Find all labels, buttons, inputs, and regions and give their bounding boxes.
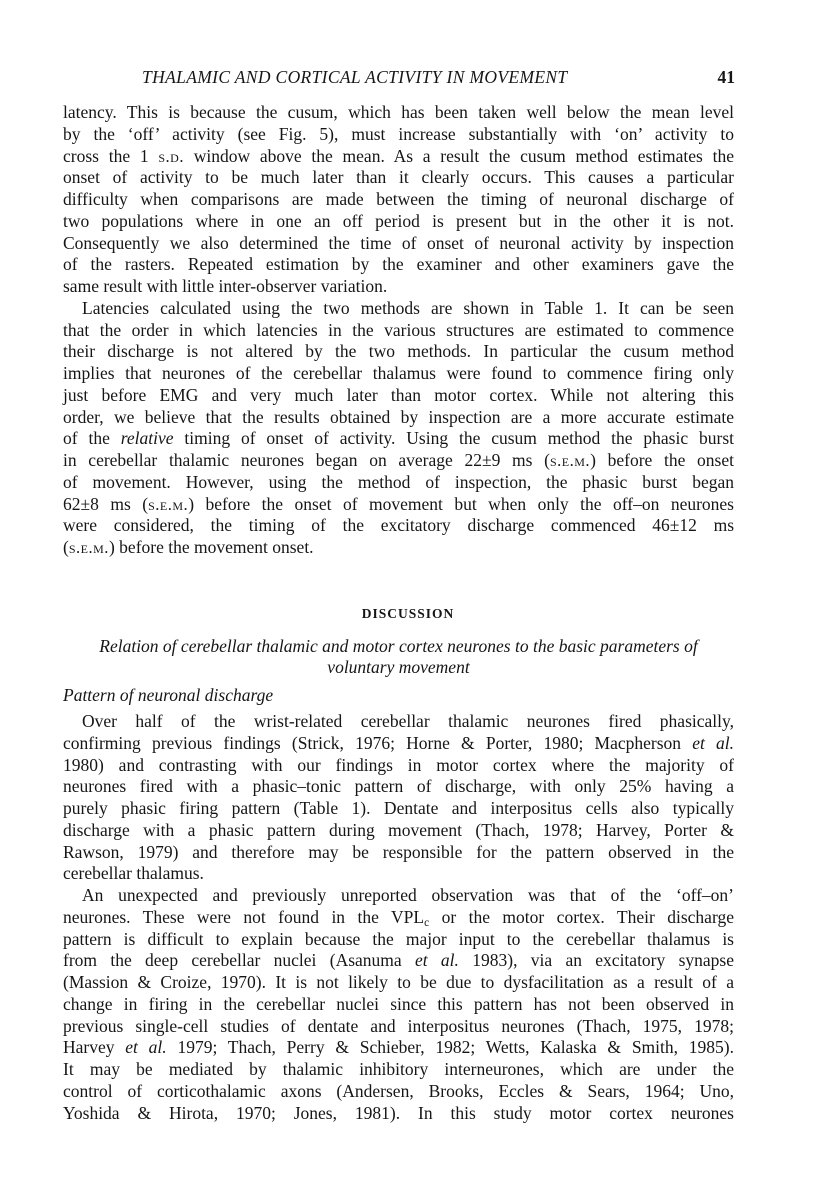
paragraph-off-on-neurones bbox=[63, 885, 734, 1124]
paragraph-pattern-discharge bbox=[63, 711, 734, 885]
text-line bbox=[63, 820, 734, 842]
text-line bbox=[63, 863, 734, 885]
text-line bbox=[63, 320, 734, 342]
text-run: timing of onset of activity. Using the cusum method the phasic burst bbox=[173, 428, 734, 449]
text-line bbox=[63, 798, 734, 820]
text-line bbox=[63, 1059, 734, 1081]
italic-text: relative bbox=[120, 428, 174, 449]
text-line bbox=[63, 885, 734, 907]
text-run: An unexpected and previously unreported observation was that of the ‘off–on’ bbox=[82, 885, 734, 905]
text-line bbox=[63, 102, 734, 124]
subsubsection-heading: Pattern of neuronal discharge bbox=[63, 685, 274, 705]
text-run: of the bbox=[63, 428, 121, 449]
small-caps-text: s.e.m. bbox=[68, 538, 109, 557]
text-run: 1979; Thach, Perry & Schieber, 1982; Wetts, Kalaska & Smith, 1985). bbox=[166, 1037, 734, 1058]
text-run: same result with little inter-observer variation. bbox=[63, 276, 388, 296]
text-run: or the motor cortex. Their discharge bbox=[429, 906, 734, 927]
text-line bbox=[63, 755, 734, 777]
text-line bbox=[63, 494, 734, 516]
text-line bbox=[63, 298, 734, 320]
text-run: onset of activity to be much later than it clearly occurs. This causes a particular bbox=[63, 167, 734, 188]
text-run: ) before the onset of movement but when only the off–on neurones bbox=[188, 493, 734, 514]
text-run: cerebellar thalamus. bbox=[63, 863, 204, 884]
text-line bbox=[63, 537, 734, 559]
text-run: pattern is difficult to explain because the major input to the cerebellar thalamus is bbox=[63, 928, 734, 949]
text-line bbox=[63, 1081, 734, 1103]
text-run: ( bbox=[63, 537, 69, 557]
small-caps-text: s.d. bbox=[158, 146, 184, 166]
text-line bbox=[63, 776, 734, 798]
text-run: previous single-cell studies of dentate and interpositus neurones (Thach, 1975, 1978; bbox=[63, 1015, 734, 1036]
subsection-heading-line: voluntary movement bbox=[327, 657, 470, 677]
text-run: ) before the movement onset. bbox=[108, 537, 314, 557]
text-line bbox=[63, 711, 734, 733]
text-run: 62±8 ms ( bbox=[63, 493, 149, 514]
text-line bbox=[63, 972, 734, 994]
text-line bbox=[63, 146, 734, 168]
text-line bbox=[63, 929, 734, 951]
small-caps-text: s.e.m. bbox=[148, 494, 189, 514]
paragraph-latency-continuation bbox=[63, 102, 734, 298]
text-line bbox=[63, 907, 734, 929]
text-line bbox=[63, 167, 734, 189]
text-run: two populations where in one an off period is present but in the other it is not. bbox=[63, 210, 734, 231]
running-header bbox=[63, 66, 735, 88]
text-run: their discharge is not altered by the two methods. In particular the cusum method bbox=[63, 341, 734, 362]
text-run: Over half of the wrist-related cerebellar thalamic neurones fired phasically, bbox=[82, 711, 734, 731]
text-line bbox=[63, 233, 734, 255]
text-line bbox=[63, 950, 734, 972]
text-line bbox=[63, 515, 734, 537]
text-line bbox=[63, 1103, 734, 1125]
italic-text: et al. bbox=[414, 950, 459, 971]
text-run: difficulty when comparisons are made between the timing of neuronal discharge of bbox=[63, 189, 734, 209]
text-run: latency. This is because the cusum, which has been taken well below the mean level bbox=[63, 102, 734, 122]
text-run: window above the mean. As a result the cusum method estimates the bbox=[184, 145, 734, 166]
text-run: Rawson, 1979) and therefore may be responsible for the pattern observed in the bbox=[63, 841, 734, 862]
text-line bbox=[63, 842, 734, 864]
text-run: neurones fired with a phasic–tonic pattern of discharge, with only 25% having a bbox=[63, 776, 734, 797]
text-run: control of corticothalamic axons (Andersen, Brooks, Eccles & Sears, 1964; Uno, bbox=[63, 1080, 734, 1101]
text-run: purely phasic firing pattern (Table 1). Dentate and interpositus cells also typically bbox=[63, 798, 734, 818]
text-line bbox=[63, 1037, 734, 1059]
text-line bbox=[63, 733, 734, 755]
text-run: ) before the onset bbox=[590, 450, 734, 470]
paragraph-latencies-methods bbox=[63, 298, 734, 559]
text-run: Latencies calculated using the two methods are shown in Table 1. It can be seen bbox=[82, 297, 734, 318]
text-run: Harvey bbox=[63, 1037, 126, 1058]
text-run: change in firing in the cerebellar nuclei since this pattern has not been observed in bbox=[63, 993, 734, 1014]
subsection-heading bbox=[63, 636, 734, 678]
text-run: cross the 1 bbox=[63, 145, 159, 166]
text-run: from the deep cerebellar nuclei (Asanuma bbox=[63, 950, 415, 971]
text-run: Consequently we also determined the time of onset of neuronal activity by inspection bbox=[63, 232, 734, 253]
text-line bbox=[63, 276, 734, 298]
subsection-heading-line: Relation of cerebellar thalamic and motor cortex neurones to the basic parameters of bbox=[99, 636, 698, 656]
text-run: by the ‘off’ activity (see Fig. 5), must increase substantially with ‘on’ activity to bbox=[63, 123, 734, 144]
italic-text: et al. bbox=[125, 1037, 167, 1058]
text-line bbox=[63, 994, 734, 1016]
text-line bbox=[63, 124, 734, 146]
text-run: 1980) and contrasting with our findings in motor cortex where the majority of bbox=[63, 754, 734, 775]
text-run: order, we believe that the results obtained by inspection are a more accurate estimate bbox=[63, 406, 734, 427]
text-line bbox=[63, 407, 734, 429]
text-line bbox=[63, 472, 734, 494]
running-title: THALAMIC AND CORTICAL ACTIVITY IN MOVEMENT bbox=[142, 67, 568, 87]
text-run: confirming previous findings (Strick, 1976; Horne & Porter, 1980; Macpherson bbox=[63, 732, 693, 753]
text-line bbox=[63, 363, 734, 385]
text-line bbox=[63, 211, 734, 233]
text-run: neurones. These were not found in the VPL bbox=[63, 906, 425, 927]
text-run: of movement. However, using the method of inspection, the phasic burst began bbox=[63, 471, 734, 492]
subscript-text: c bbox=[424, 916, 430, 929]
italic-text: et al. bbox=[692, 732, 734, 753]
text-run: discharge with a phasic pattern during movement (Thach, 1978; Harvey, Porter & bbox=[63, 819, 734, 840]
text-run: were considered, the timing of the excitatory discharge commenced 46±12 ms bbox=[63, 515, 734, 536]
section-heading-discussion: DISCUSSION bbox=[361, 606, 455, 621]
text-run: that the order in which latencies in the various structures are estimated to commence bbox=[63, 319, 734, 340]
text-line bbox=[63, 1016, 734, 1038]
text-run: of the rasters. Repeated estimation by the examiner and other examiners gave the bbox=[63, 254, 734, 275]
text-line bbox=[63, 428, 734, 450]
text-line bbox=[63, 385, 734, 407]
text-run: just before EMG and very much later than motor cortex. While not altering this bbox=[63, 384, 734, 405]
text-run: It may be mediated by thalamic inhibitory interneurones, which are under the bbox=[63, 1059, 734, 1079]
small-caps-text: s.e.m. bbox=[549, 451, 591, 470]
text-run: (Massion & Croize, 1970). It is not likely to be due to dysfacilitation as a result of a bbox=[63, 972, 734, 992]
page-number: 41 bbox=[717, 67, 735, 87]
text-run: Yoshida & Hirota, 1970; Jones, 1981). In this study motor cortex neurones bbox=[63, 1102, 734, 1123]
text-run: 1983), via an excitatory synapse bbox=[458, 950, 734, 971]
text-run: in cerebellar thalamic neurones began on average 22±9 ms ( bbox=[63, 450, 550, 470]
text-line bbox=[63, 254, 734, 276]
text-line bbox=[63, 450, 734, 472]
text-run: implies that neurones of the cerebellar thalamus were found to commence firing only bbox=[63, 363, 734, 383]
text-line bbox=[63, 189, 734, 211]
text-line bbox=[63, 341, 734, 363]
